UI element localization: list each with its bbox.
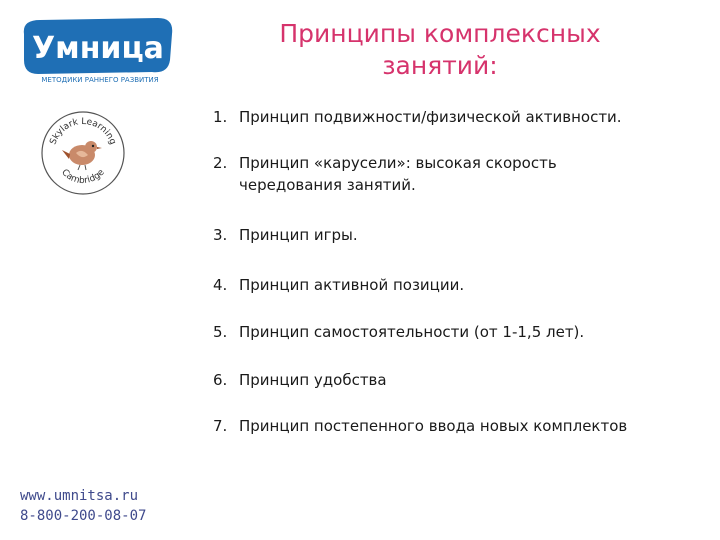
item-line: Принцип удобства (239, 371, 387, 389)
brand-logo (18, 14, 178, 84)
item-text (239, 321, 703, 343)
skylark-emblem (40, 110, 126, 196)
emblem-bottom-text: Cambridge (59, 167, 107, 187)
item-text (239, 106, 703, 128)
list-item (213, 415, 703, 437)
item-number: 6. (213, 371, 228, 389)
item-number: 7. (213, 417, 228, 435)
item-line: Принцип активной позиции. (239, 276, 465, 294)
logo-text: Умница (32, 31, 164, 66)
item-text (239, 415, 703, 437)
emblem-top-text: Skylark Learning (48, 116, 118, 147)
item-number: 1. (213, 108, 228, 126)
item-text (239, 274, 703, 296)
item-line: Принцип игры. (239, 226, 358, 244)
item-line: Принцип постепенного ввода новых комплектов (239, 417, 628, 435)
list-item (213, 152, 703, 196)
item-number: 5. (213, 323, 228, 341)
list-item (213, 274, 703, 296)
slide-title (250, 18, 630, 82)
list-item (213, 106, 703, 128)
list-item (213, 224, 703, 246)
phone-number: 8-800-200-08-07 (20, 508, 147, 524)
logo-tagline: МЕТОДИКИ РАННЕГО РАЗВИТИЯ (41, 76, 159, 84)
title-line-1: Принципы комплексных (279, 19, 601, 48)
item-number: 3. (213, 226, 228, 244)
item-text (239, 369, 703, 391)
item-number: 4. (213, 276, 228, 294)
item-line: Принцип подвижности/физической активности. (239, 108, 622, 126)
title-line-2: занятий: (382, 51, 498, 80)
contacts (20, 486, 146, 526)
item-number: 2. (213, 154, 228, 172)
website-link[interactable]: www.umnitsa.ru (20, 488, 139, 504)
item-text (239, 224, 703, 246)
list-item (213, 369, 703, 391)
item-line: Принцип «карусели»: высокая скорость (239, 154, 557, 172)
item-line: Принцип самостоятельности (от 1-1,5 лет). (239, 323, 585, 341)
item-text (239, 152, 703, 196)
item-line: чередования занятий. (239, 176, 416, 194)
list-item (213, 321, 703, 343)
